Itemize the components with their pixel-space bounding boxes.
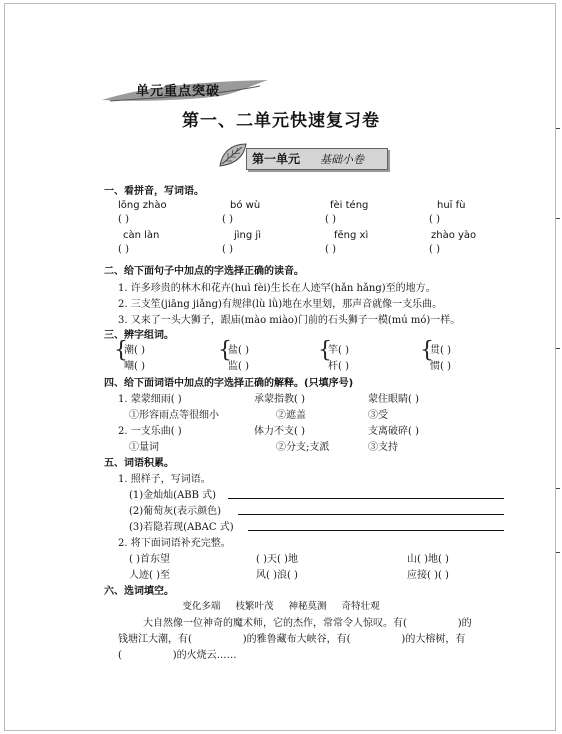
edge-mark	[556, 488, 560, 489]
leaf-icon	[218, 142, 248, 168]
q1-heading: 一、看拼音，写词语。	[104, 186, 204, 197]
q6-paragraph-line-3: ( )的火烧云……	[118, 650, 237, 661]
unit-sublabel: 基础小卷	[320, 153, 364, 166]
idiom-fill[interactable]: 人迹( )至	[129, 570, 170, 581]
q4-item[interactable]: 体力不支( )	[254, 426, 305, 437]
q4-option: ③支持	[368, 442, 398, 453]
brace: {	[114, 338, 128, 363]
q6-heading: 六、选词填空。	[104, 586, 174, 597]
q4-option: ②遮盖	[276, 410, 306, 421]
idiom-fill[interactable]: ( )首东望	[129, 554, 170, 565]
q5-heading: 五、词语积累。	[104, 458, 174, 469]
word-pair-bottom[interactable]: 嘲( )	[124, 361, 145, 372]
word-pair-top[interactable]: 竿( )	[328, 345, 349, 356]
word-pair-bottom[interactable]: 监( )	[228, 361, 249, 372]
edge-mark	[556, 348, 560, 349]
word-bank: 变化多端 枝繁叶茂 神秘莫测 奇特壮观	[182, 601, 380, 612]
q2-sentence-2: 2. 三支笙(jiāng jiǎng)有规律(lù lǜ)地在水里划，那声音就像一支乐曲。	[118, 299, 443, 310]
answer-line[interactable]	[238, 514, 504, 515]
brace: {	[318, 338, 332, 363]
q4-option: ③受	[368, 410, 388, 421]
q4-option: ①形容雨点等很细小	[129, 410, 219, 421]
answer-blank[interactable]: ( )	[429, 214, 440, 225]
q4-option: ①量词	[129, 442, 159, 453]
answer-blank[interactable]: ( )	[222, 244, 233, 255]
answer-blank[interactable]: ( )	[222, 214, 233, 225]
edge-mark	[556, 218, 560, 219]
q6-paragraph-line-2: 钱塘江大潮，有( )的雅鲁藏布大峡谷，有( )的大榕树，有	[118, 634, 466, 645]
idiom-fill[interactable]: ( )天( )地	[256, 554, 298, 565]
answer-blank[interactable]: ( )	[118, 214, 129, 225]
q2-sentence-1: 1. 许多珍贵的林木和花卉(huì fèi)生长在人迹罕(hǎn hǎng)至的地方。	[118, 283, 436, 294]
section-banner: 单元重点突破	[136, 84, 221, 99]
word-pair-bottom[interactable]: 杆( )	[328, 361, 349, 372]
brace: {	[218, 338, 232, 363]
pinyin: bó wù	[230, 200, 261, 211]
q6-paragraph-line-1: 大自然像一位神奇的魔术师，它的杰作，常常令人惊叹。有( )的	[143, 618, 472, 629]
idiom-fill[interactable]: 应接( )( )	[407, 570, 449, 581]
q3-heading: 三、辨字组词。	[104, 330, 174, 341]
word-pair-top[interactable]: 盐( )	[228, 345, 249, 356]
q4-item[interactable]: 1. 蒙蒙细雨( )	[118, 394, 182, 405]
answer-line[interactable]	[248, 530, 504, 531]
q5-item: (1)金灿灿(ABB 式)	[129, 490, 217, 501]
answer-blank[interactable]: ( )	[325, 214, 336, 225]
idiom-fill[interactable]: 山( )地( )	[407, 554, 449, 565]
idiom-fill[interactable]: 风( )浪( )	[256, 570, 298, 581]
q4-item[interactable]: 承蒙指教( )	[254, 394, 305, 405]
q2-sentence-3: 3. 又来了一头大狮子，跟庙(mào miào)门前的石头狮子一模(mú mó)一样。	[118, 315, 461, 326]
page-title: 第一、二单元快速复习卷	[182, 111, 380, 131]
pinyin: lōng zhào	[118, 200, 167, 211]
q4-item[interactable]: 蒙住眼睛( )	[368, 394, 419, 405]
word-pair-top[interactable]: 潮( )	[124, 345, 145, 356]
q4-heading: 四、给下面词语中加点的字选择正确的解释。(只填序号)	[104, 378, 354, 389]
pinyin: jìng jì	[234, 230, 261, 241]
unit-label: 第一单元	[252, 152, 301, 166]
brace: {	[420, 338, 434, 363]
answer-blank[interactable]: ( )	[325, 244, 336, 255]
pinyin: fēng xì	[334, 230, 369, 241]
q5-item: (3)若隐若现(ABAC 式)	[129, 522, 234, 533]
q5-sub-2: 2. 将下面词语补充完整。	[118, 538, 231, 549]
q4-item[interactable]: 2. 一支乐曲( )	[118, 426, 182, 437]
answer-line[interactable]	[228, 498, 504, 499]
word-pair-top[interactable]: 贯( )	[430, 345, 451, 356]
answer-blank[interactable]: ( )	[118, 244, 129, 255]
pinyin: càn làn	[123, 230, 160, 241]
answer-blank[interactable]: ( )	[429, 244, 440, 255]
pinyin: fèi téng	[330, 200, 369, 211]
pinyin: zhào yào	[431, 230, 477, 241]
pinyin: huī fù	[437, 200, 466, 211]
q4-item[interactable]: 支离破碎( )	[368, 426, 419, 437]
edge-mark	[556, 552, 560, 553]
q5-item: (2)葡萄灰(表示颜色)	[129, 506, 221, 517]
q4-option: ②分支;支派	[276, 442, 330, 453]
q2-heading: 二、给下面句子中加点的字选择正确的读音。	[104, 266, 304, 277]
q5-sub-1: 1. 照样子，写词语。	[118, 474, 211, 485]
word-pair-bottom[interactable]: 惯( )	[430, 361, 451, 372]
